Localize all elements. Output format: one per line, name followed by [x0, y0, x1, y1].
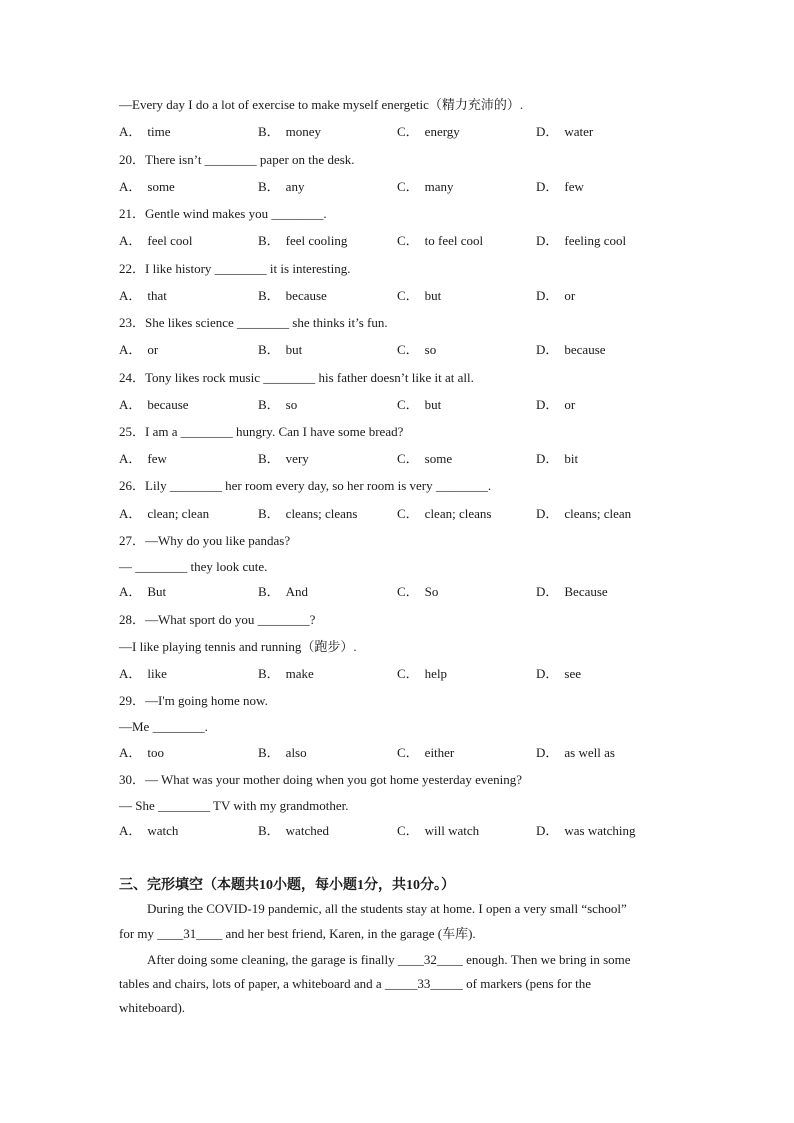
- option-d[interactable]: D． was watching: [536, 823, 636, 838]
- option-a[interactable]: A． watch: [119, 823, 179, 838]
- question-27-stem: 27．—Why do you like pandas?: [119, 533, 291, 548]
- question-21-stem: 21．Gentle wind makes you ________.: [119, 206, 327, 221]
- option-d[interactable]: D． water: [536, 124, 594, 139]
- passage-paragraph-2-line-2: tables and chairs, lots of paper, a whiteboard and a _____33_____ of markers (pens for the: [119, 976, 592, 991]
- passage-paragraph-2-line-1: After doing some cleaning, the garage is finally ____32____ enough. Then we bring in some: [147, 952, 631, 967]
- passage-paragraph-1-line-2: for my ____31____ and her best friend, Karen, in the garage (车库).: [119, 926, 476, 941]
- option-b[interactable]: B． because: [258, 288, 327, 303]
- option-b[interactable]: B． very: [258, 451, 309, 466]
- passage-paragraph-1-line-1: During the COVID-19 pandemic, all the students stay at home. I open a very small “school”: [147, 901, 627, 916]
- option-c[interactable]: C． so: [397, 342, 437, 357]
- option-b[interactable]: B． feel cooling: [258, 233, 348, 248]
- option-b[interactable]: B． And: [258, 584, 309, 599]
- blank-32[interactable]: ____32____: [397, 952, 463, 967]
- option-c[interactable]: C． but: [397, 288, 442, 303]
- option-d[interactable]: D． feeling cool: [536, 233, 627, 248]
- option-c[interactable]: C． to feel cool: [397, 233, 484, 248]
- question-19-dialogue: —Every day I do a lot of exercise to make myself energetic（精力充沛的）.: [119, 97, 524, 112]
- question-29-response: —Me ________.: [119, 719, 208, 734]
- option-c[interactable]: C． help: [397, 666, 448, 681]
- question-22-stem: 22．I like history ________ it is interesting.: [119, 261, 351, 276]
- option-a[interactable]: A． time: [119, 124, 171, 139]
- question-24-stem: 24．Tony likes rock music ________ his father doesn’t like it at all.: [119, 370, 474, 385]
- blank-33[interactable]: _____33_____: [384, 976, 463, 991]
- question-25-stem: 25．I am a ________ hungry. Can I have some bread?: [119, 424, 404, 439]
- question-29-stem: 29．—I'm going home now.: [119, 693, 268, 708]
- question-30-stem: 30．— What was your mother doing when you got home yesterday evening?: [119, 772, 523, 787]
- option-c[interactable]: C． but: [397, 397, 442, 412]
- question-28-response: —I like playing tennis and running（跑步）.: [119, 639, 357, 654]
- question-28-stem: 28．—What sport do you ________?: [119, 612, 316, 627]
- option-a[interactable]: A． clean; clean: [119, 506, 210, 521]
- option-b[interactable]: B． watched: [258, 823, 329, 838]
- option-c[interactable]: C． clean; cleans: [397, 506, 492, 521]
- option-d[interactable]: D． as well as: [536, 745, 615, 760]
- question-30-response: — She ________ TV with my grandmother.: [119, 798, 349, 813]
- option-a[interactable]: A． few: [119, 451, 167, 466]
- option-c[interactable]: C． some: [397, 451, 453, 466]
- option-a[interactable]: A． that: [119, 288, 167, 303]
- option-a[interactable]: A． too: [119, 745, 165, 760]
- question-23-stem: 23．She likes science ________ she thinks it’s fun.: [119, 315, 388, 330]
- option-a[interactable]: A． because: [119, 397, 189, 412]
- option-a[interactable]: A． like: [119, 666, 167, 681]
- option-a[interactable]: A． some: [119, 179, 175, 194]
- option-d[interactable]: D． or: [536, 397, 576, 412]
- question-27-response: — ________ they look cute.: [119, 559, 268, 574]
- option-b[interactable]: B． cleans; cleans: [258, 506, 358, 521]
- option-b[interactable]: B． also: [258, 745, 307, 760]
- option-d[interactable]: D． cleans; clean: [536, 506, 632, 521]
- option-b[interactable]: B． money: [258, 124, 322, 139]
- blank-31[interactable]: ____31____: [157, 926, 223, 941]
- option-c[interactable]: C． energy: [397, 124, 460, 139]
- option-c[interactable]: C． will watch: [397, 823, 480, 838]
- option-d[interactable]: D． few: [536, 179, 584, 194]
- option-d[interactable]: D． or: [536, 288, 576, 303]
- question-26-stem: 26．Lily ________ her room every day, so her room is very ________.: [119, 478, 492, 493]
- passage-paragraph-2-line-3: whiteboard).: [119, 1000, 186, 1015]
- option-c[interactable]: C． either: [397, 745, 455, 760]
- question-20-stem: 20．There isn’t ________ paper on the desk.: [119, 152, 355, 167]
- option-a[interactable]: A． feel cool: [119, 233, 193, 248]
- option-d[interactable]: D． bit: [536, 451, 579, 466]
- option-b[interactable]: B． any: [258, 179, 305, 194]
- option-d[interactable]: D． because: [536, 342, 606, 357]
- option-b[interactable]: B． but: [258, 342, 303, 357]
- section-3-title: 三、完形填空（本题共10小题，每小题1分，共10分。）: [119, 878, 455, 893]
- option-d[interactable]: D． see: [536, 666, 581, 681]
- option-b[interactable]: B． make: [258, 666, 314, 681]
- option-c[interactable]: C． many: [397, 179, 454, 194]
- option-d[interactable]: D． Because: [536, 584, 608, 599]
- option-a[interactable]: A． or: [119, 342, 159, 357]
- option-b[interactable]: B． so: [258, 397, 298, 412]
- option-a[interactable]: A． But: [119, 584, 167, 599]
- option-c[interactable]: C． So: [397, 584, 439, 599]
